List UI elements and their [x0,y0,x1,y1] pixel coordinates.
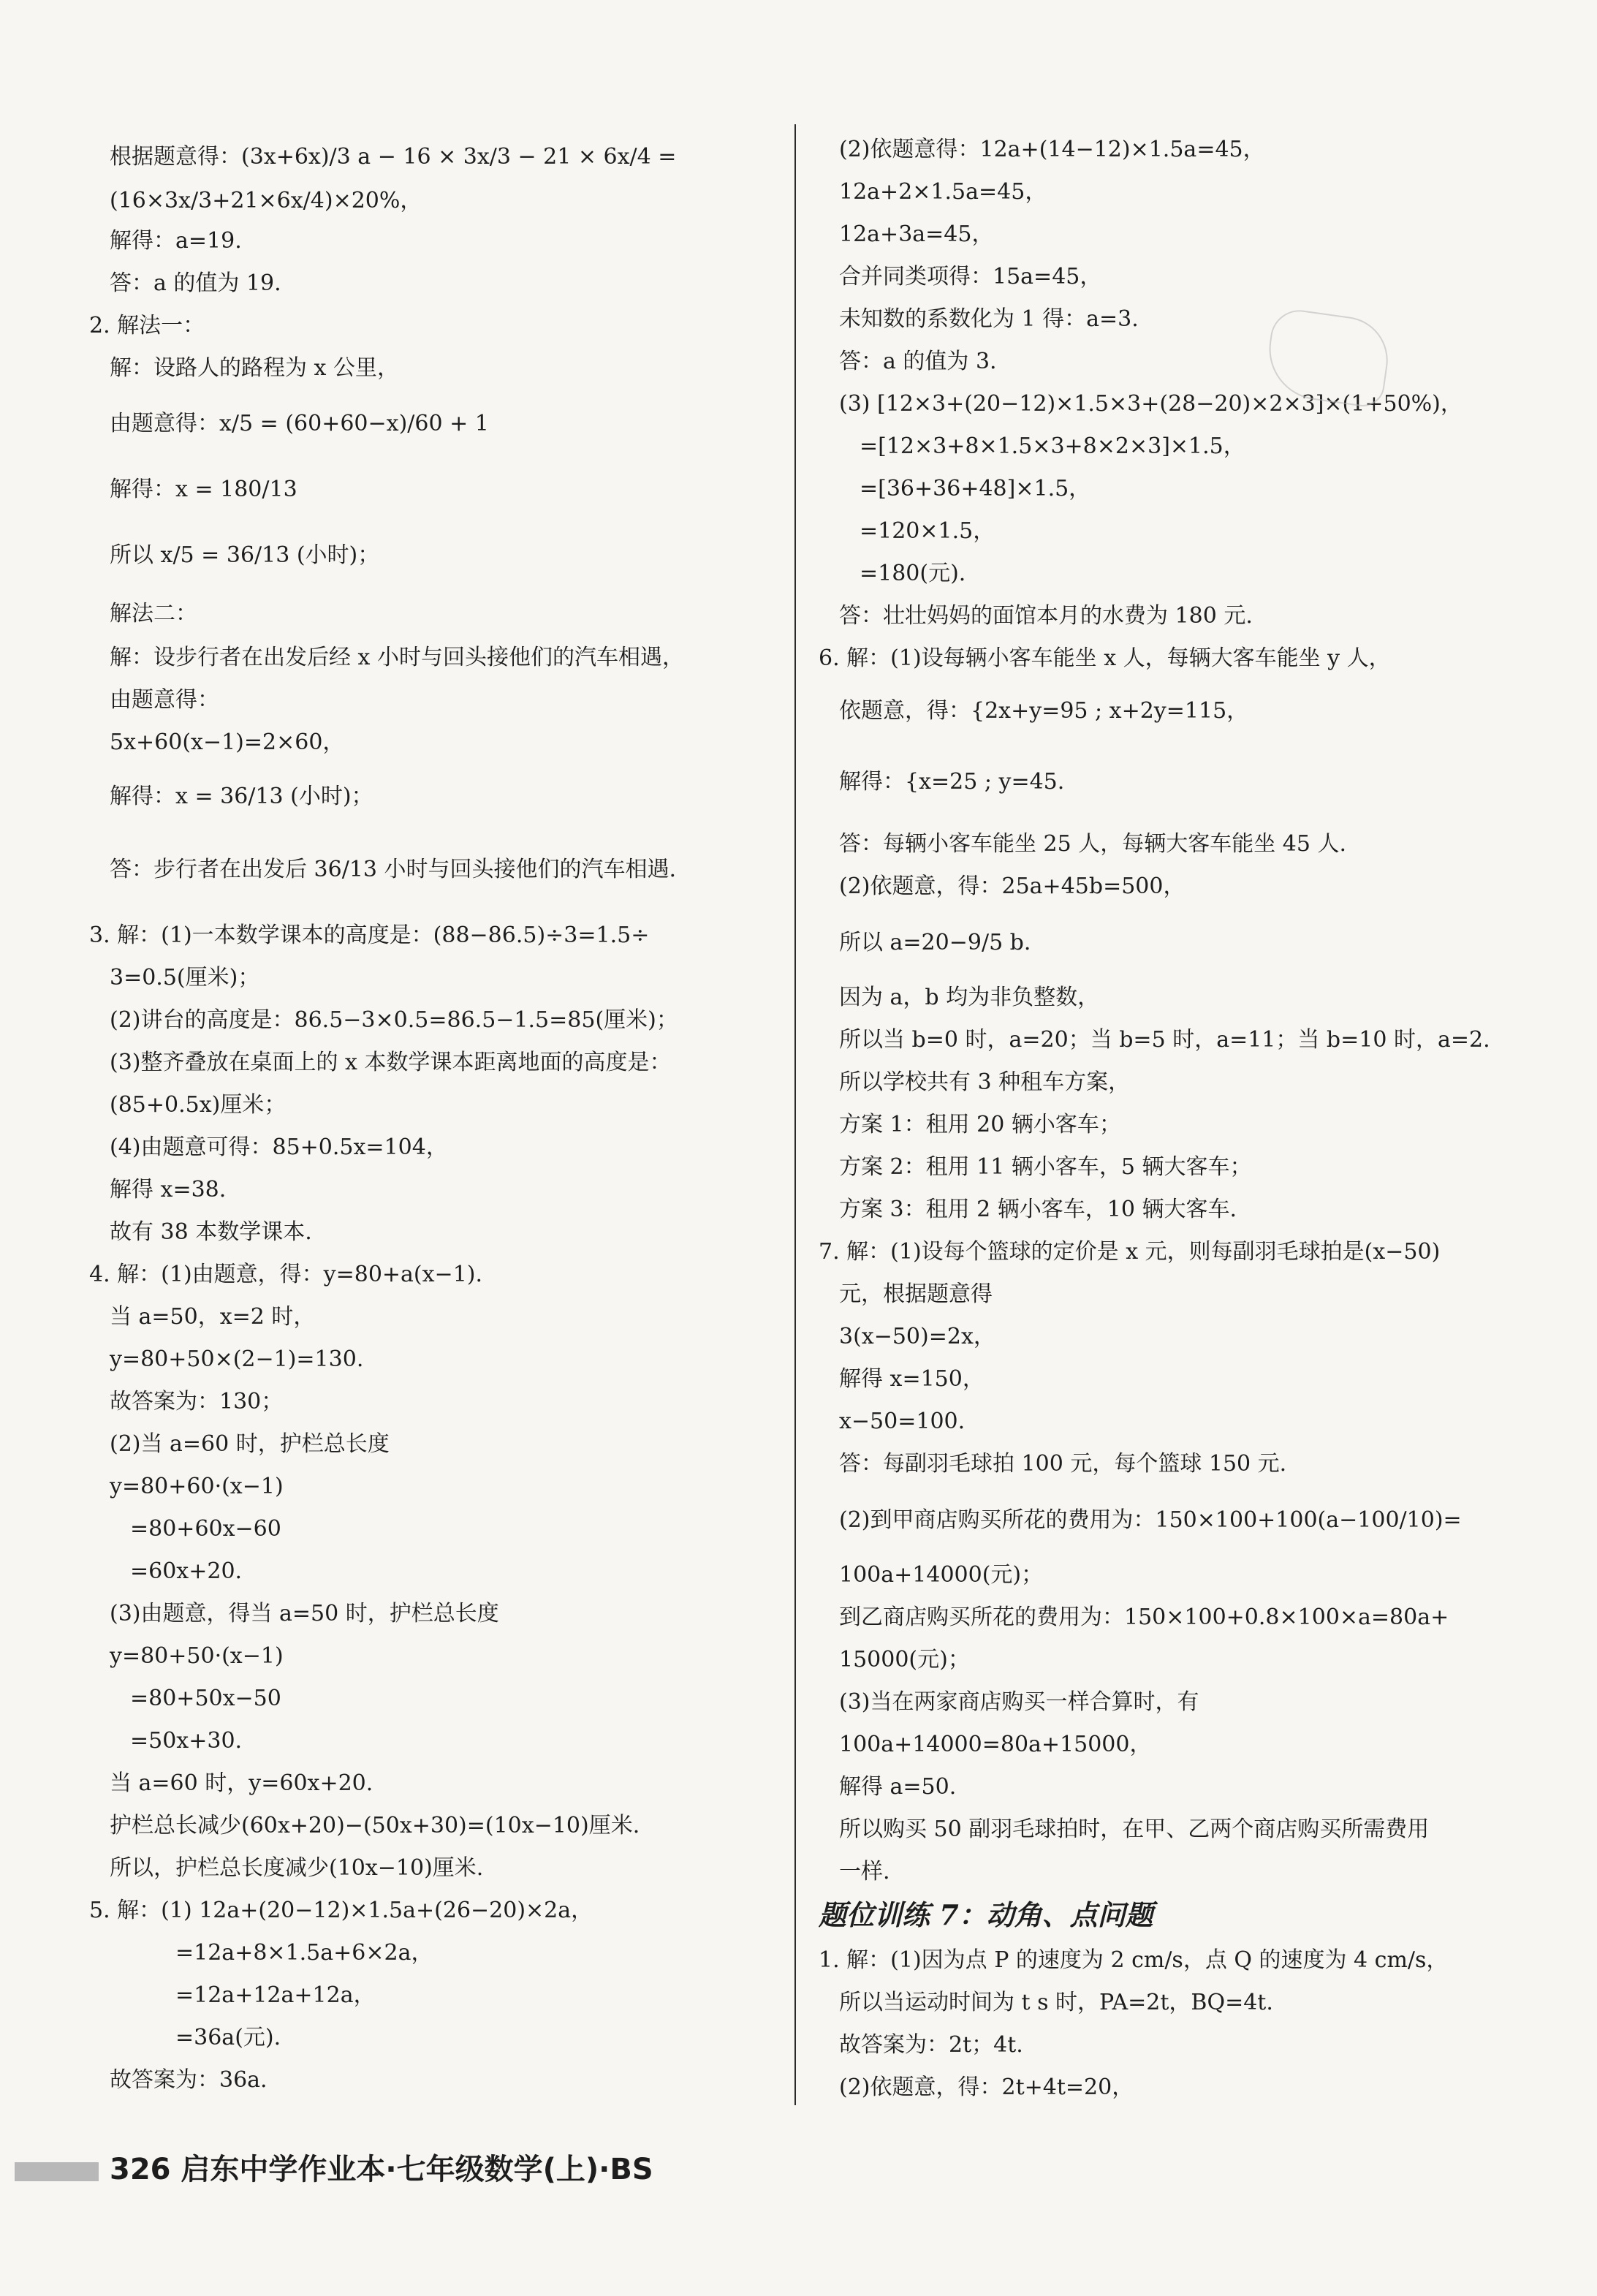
text-line: 元，根据题意得 [839,1281,993,1307]
text-line: 100a+14000=80a+15000， [839,1732,1152,1757]
text-line: 故答案为：130； [110,1389,284,1414]
text-line: 所以 a=20−9/5 b. [839,930,1031,955]
text-line: 故答案为：2t；4t. [839,2032,1023,2058]
text-line: 解得：a=19. [110,228,242,254]
text-line: 因为 a，b 均为非负整数， [839,985,1100,1010]
text-line: 解法二： [110,601,197,626]
column-divider [794,124,796,2105]
text-line: 3=0.5(厘米)； [110,965,260,990]
footer-bar [15,2162,99,2181]
text-line: 所以当运动时间为 t s 时，PA=2t，BQ=4t. [839,1990,1273,2015]
text-line: 答：步行者在出发后 36/13 小时与回头接他们的汽车相遇. [110,857,677,882]
text-line: 12a+3a=45， [839,221,994,247]
text-line: 所以 x/5 = 36/13 (小时)； [110,542,380,568]
text-line: =180(元). [860,561,966,586]
text-line: (3) [12×3+(20−12)×1.5×3+(28−20)×2×3]×(1+50%)， [839,391,1463,417]
text-line: 6. 解：(1)设每辆小客车能坐 x 人，每辆大客车能坐 y 人， [819,645,1391,671]
text-line: 未知数的系数化为 1 得：a=3. [839,306,1139,332]
text-line: (2)当 a=60 时，护栏总长度 [110,1431,390,1457]
text-line: =50x+30. [130,1728,243,1754]
text-line: 依题意，得：{2x+y=95 ; x+2y=115， [839,698,1249,724]
text-line: 所以，护栏总长度减少(10x−10)厘米. [110,1855,484,1881]
text-line: 解得 a=50. [839,1774,957,1800]
text-line: 解得：x = 36/13 (小时)； [110,784,373,809]
text-line: 护栏总长减少(60x+20)−(50x+30)=(10x−10)厘米. [110,1813,640,1838]
text-line: 解得：{x=25 ; y=45. [839,769,1065,795]
text-line: 2. 解法一： [89,313,205,338]
text-line: 解得 x=150， [839,1366,985,1392]
text-line: 方案 1：租用 20 辆小客车； [839,1112,1121,1137]
text-line: x−50=100. [839,1409,966,1434]
text-line: 解：设步行者在出发后经 x 小时与回头接他们的汽车相遇， [110,645,684,670]
text-line: y=80+50·(x−1) [110,1643,284,1669]
text-line: 7. 解：(1)设每个篮球的定价是 x 元，则每副羽毛球拍是(x−50) [819,1239,1441,1265]
text-line: =12a+8×1.5a+6×2a， [175,1940,433,1966]
text-line: (2)依题意，得：25a+45b=500， [839,874,1186,899]
text-line: 解：设路人的路程为 x 公里， [110,355,399,381]
text-line: 由题意得： [110,687,219,713]
text-line: (2)依题意，得：2t+4t=20， [839,2075,1134,2100]
text-line: 3. 解：(1)一本数学课本的高度是：(88−86.5)÷3=1.5÷ [89,922,650,948]
text-line: 解得 x=38. [110,1177,227,1202]
text-line: 当 a=60 时，y=60x+20. [110,1770,373,1796]
text-line: 答：壮壮妈妈的面馆本月的水费为 180 元. [839,603,1253,629]
text-line: 4. 解：(1)由题意，得：y=80+a(x−1). [89,1262,483,1287]
text-line: 15000(元)； [839,1647,970,1672]
text-line: 所以购买 50 副羽毛球拍时，在甲、乙两个商店购买所需费用 [839,1816,1430,1842]
text-line: 5. 解：(1) 12a+(20−12)×1.5a+(26−20)×2a， [89,1898,593,1923]
text-line: (2)到甲商店购买所花的费用为：150×100+100(a−100/10)= [839,1507,1462,1533]
text-line: 当 a=50，x=2 时， [110,1304,316,1330]
text-line: 一样. [839,1859,890,1884]
text-line: 故答案为：36a. [110,2067,268,2093]
text-line: 3(x−50)=2x， [839,1324,995,1349]
text-line: 12a+2×1.5a=45， [839,179,1047,205]
text-line: (16×3x/3+21×6x/4)×20%， [110,188,422,213]
section-heading: 题位训练 7：动角、点问题 [819,1898,1153,1931]
text-line: 合并同类项得：15a=45， [839,264,1102,289]
text-line: 答：a 的值为 3. [839,349,997,374]
text-line: 解得：x = 180/13 [110,477,297,502]
text-line: =80+50x−50 [130,1686,281,1711]
text-line: =36a(元). [175,2025,281,2050]
text-line: 方案 2：租用 11 辆小客车，5 辆大客车； [839,1154,1252,1180]
text-line: (4)由题意可得：85+0.5x=104， [110,1134,448,1160]
text-line: y=80+50×(2−1)=130. [110,1346,364,1372]
text-line: (2)依题意得：12a+(14−12)×1.5a=45， [839,137,1265,162]
text-line: =[36+36+48]×1.5， [860,476,1091,501]
text-line: 1. 解：(1)因为点 P 的速度为 2 cm/s，点 Q 的速度为 4 cm/s， [819,1947,1449,1973]
text-line: 根据题意得：(3x+6x)/3 a − 16 × 3x/3 − 21 × 6x/4 = [110,144,677,170]
text-line: (3)当在两家商店购买一样合算时，有 [839,1689,1199,1715]
text-line: 方案 3：租用 2 辆小客车，10 辆大客车. [839,1197,1237,1222]
text-line: (85+0.5x)厘米； [110,1092,287,1118]
text-line: =80+60x−60 [130,1516,281,1542]
text-line: 答：每辆小客车能坐 25 人，每辆大客车能坐 45 人. [839,831,1347,857]
text-line: 故有 38 本数学课本. [110,1219,312,1245]
text-line: =120×1.5， [860,518,995,544]
text-line: 所以学校共有 3 种租车方案， [839,1069,1131,1095]
text-line: (3)由题意，得当 a=50 时，护栏总长度 [110,1601,499,1626]
text-line: 答：a 的值为 19. [110,270,281,296]
text-line: (2)讲台的高度是：86.5−3×0.5=86.5−1.5=85(厘米)； [110,1007,678,1033]
text-line: 100a+14000(元)； [839,1562,1044,1588]
text-line: 到乙商店购买所花的费用为：150×100+0.8×100×a=80a+ [839,1604,1449,1630]
text-line: 5x+60(x−1)=2×60， [110,730,345,755]
text-line: =12a+12a+12a， [175,1982,376,2008]
text-line: 答：每副羽毛球拍 100 元，每个篮球 150 元. [839,1451,1287,1477]
text-line: 由题意得：x/5 = (60+60−x)/60 + 1 [110,411,489,436]
text-line: 所以当 b=0 时，a=20；当 b=5 时，a=11；当 b=10 时，a=2. [839,1027,1490,1053]
text-line: =[12×3+8×1.5×3+8×2×3]×1.5， [860,433,1245,459]
page-footer: 326 启东中学作业本·七年级数学(上)·BS [110,2153,653,2186]
text-line: (3)整齐叠放在桌面上的 x 本数学课本距离地面的高度是： [110,1050,672,1075]
text-line: y=80+60·(x−1) [110,1474,284,1499]
text-line: =60x+20. [130,1558,243,1584]
